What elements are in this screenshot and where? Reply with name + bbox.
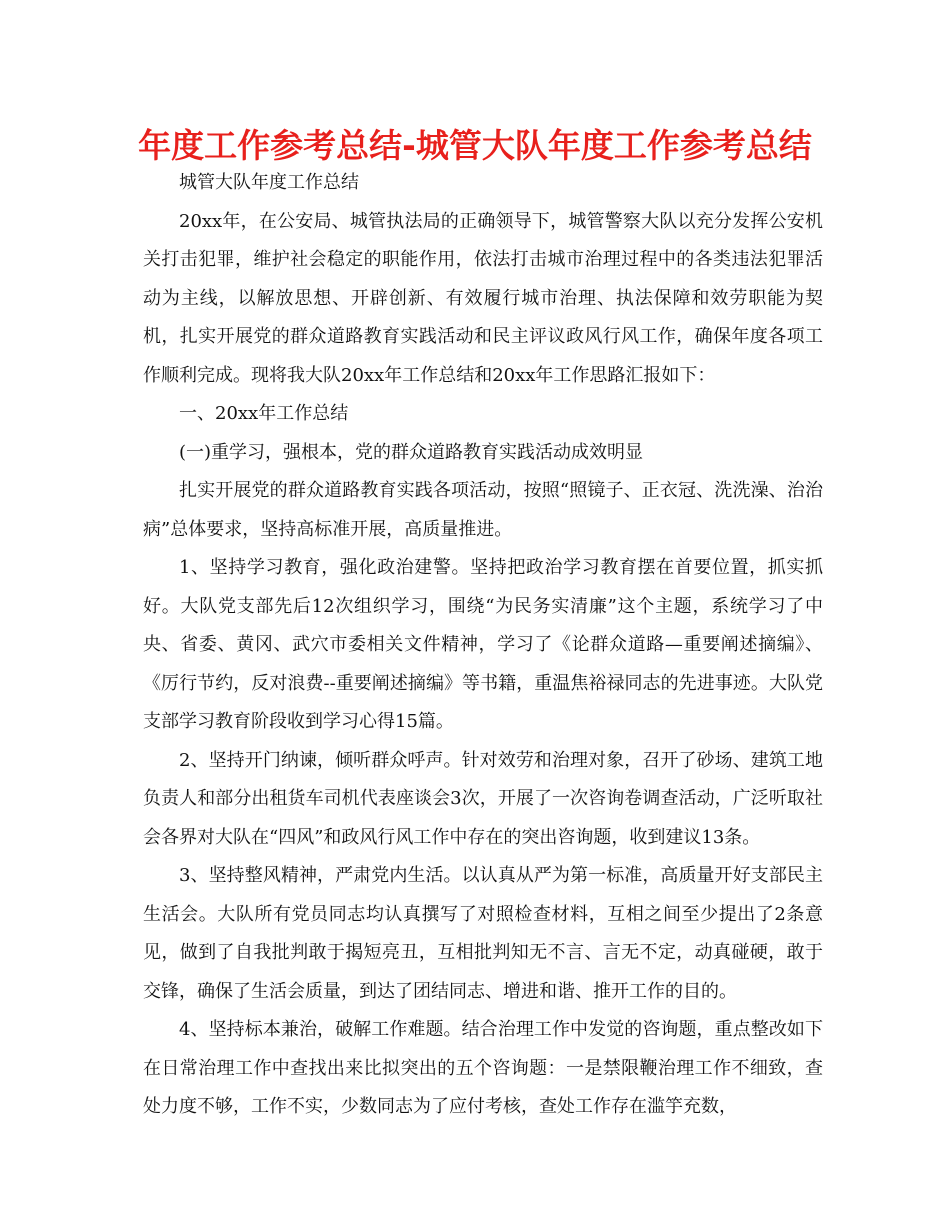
section-heading: 一、20xx年工作总结 bbox=[179, 403, 349, 424]
body-paragraph: 扎实开展党的群众道路教育实践各项活动，按照“照镜子、正衣冠、洗洗澡、治治病”总体要求，坚持高标准开展，高质量推进。 bbox=[143, 480, 823, 540]
body-paragraph: 4、坚持标本兼治，破解工作难题。结合治理工作中发觉的咨询题，重点整改如下在日常治理工作中查找出来比拟突出的五个咨询题：一是禁限鞭治理工作不细致，查处力度不够，工作不实，少数同志为了应付考核，查处工作存在滥竽充数， bbox=[143, 1019, 823, 1117]
subtitle-paragraph: 城管大队年度工作总结 bbox=[179, 172, 359, 193]
body-paragraph: 3、坚持整风精神，严肃党内生活。以认真从严为第一标准，高质量开好支部民主生活会。大队所有党员同志均认真撰写了对照检查材料，互相之间至少提出了2条意见，做到了自我批判敢于揭短亮丑，互相批判知无不言、言无不定，动真碰硬，敢于交锋，确保了生活会质量，到达了团结同志、增进和谐、推开工作的目的。 bbox=[143, 865, 823, 1002]
subsection-heading: (一)重学习，强根本，党的群众道路教育实践活动成效明显 bbox=[179, 441, 644, 463]
document-title: 年度工作参考总结-城管大队年度工作参考总结 bbox=[138, 126, 812, 165]
intro-paragraph: 20xx年，在公安局、城管执法局的正确领导下，城管警察大队以充分发挥公安机关打击犯罪，维护社会稳定的职能作用，依法打击城市治理过程中的各类违法犯罪活动为主线，以解放思想、开辟创新、有效履行城市治理、执法保障和效劳职能为契机，扎实开展党的群众道路教育实践活动和民主评议政风行风工作，确保年度各项工作顺利完成。现将我大队20xx年工作总结和20xx年工作思路汇报如下： bbox=[143, 210, 823, 386]
body-paragraph: 1、坚持学习教育，强化政治建警。坚持把政治学习教育摆在首要位置，抓实抓好。大队党支部先后12次组织学习，围绕“为民务实清廉”这个主题，系统学习了中央、省委、黄冈、武穴市委相关文件精神，学习了《论群众道路—重要阐述摘编》、《厉行节约，反对浪费--重要阐述摘编》等书籍，重温焦裕禄同志的先进事迹。大队党支部学习教育阶段收到学习心得15篇。 bbox=[143, 557, 823, 732]
body-paragraph: 2、坚持开门纳谏，倾听群众呼声。针对效劳和治理对象，召开了砂场、建筑工地负责人和部分出租货车司机代表座谈会3次，开展了一次咨询卷调查活动，广泛听取社会各界对大队在“四风”和政风行风工作中存在的突出咨询题，收到建议13条。 bbox=[143, 749, 823, 848]
document-body bbox=[143, 164, 823, 1127]
